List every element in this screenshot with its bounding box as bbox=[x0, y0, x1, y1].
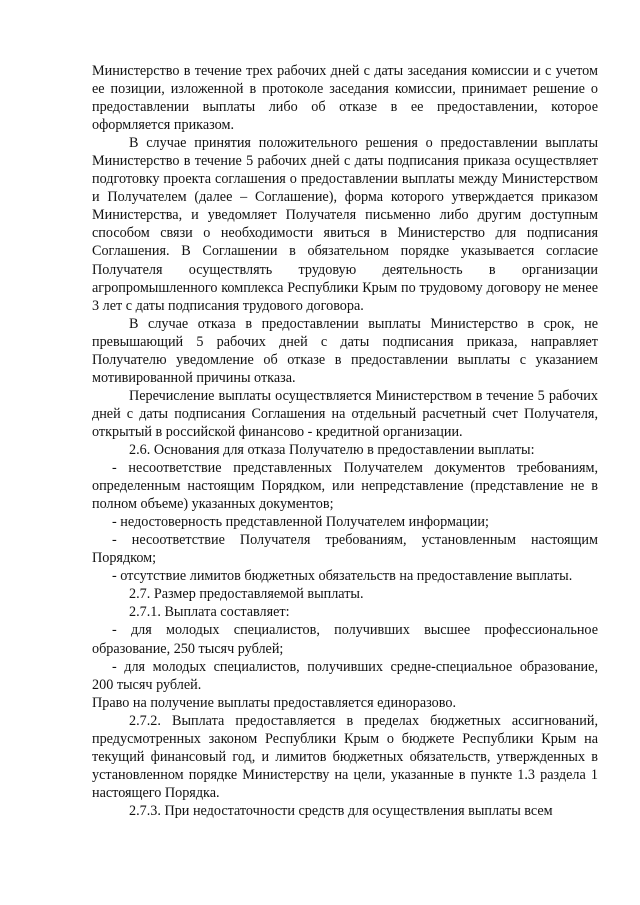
section-2-7-1-heading: 2.7.1. Выплата составляет: bbox=[129, 604, 290, 621]
document-body bbox=[92, 62, 598, 820]
paragraph-decision: Министерство в течение трех рабочих дней с даты заседания комиссии и с учетом ее позиции, изложенной в протоколе заседания комиссии, принимает решение о предоставлении выплаты либо об отказе в ее предоставлении, которое оформляется приказом. bbox=[92, 63, 598, 134]
section-2-6-heading: 2.6. Основания для отказа Получателю в предоставлении выплаты: bbox=[129, 441, 535, 458]
list-item: - недостоверность представленной Получателем информации; bbox=[112, 514, 489, 531]
section-2-7-2: 2.7.2. Выплата предоставляется в пределах бюджетных ассигнований, предусмотренных законом Республики Крым о бюджете Республики Крым на текущий финансовый год, и лимитов бюджетных обязательств, утвержденных в установленном порядке Министерству на цели, указанные в пункте 1.3 раздела 1 настоящего Порядка. bbox=[92, 712, 598, 801]
list-item: - несоответствие Получателя требованиям, установленным настоящим Порядком; bbox=[92, 532, 598, 567]
paragraph-transfer: Перечисление выплаты осуществляется Министерством в течение 5 рабочих дней с даты подписания Соглашения на отдельный расчетный счет Получателя, открытый в российской финансово - кредитной организации. bbox=[92, 387, 598, 440]
paragraph-refusal-notice: В случае отказа в предоставлении выплаты Министерство в срок, не превышающий 5 рабочих дней с даты подписания приказа, направляет Получателю уведомление об отказе в предоставлении выплаты с указанием мотивированной причины отказа. bbox=[92, 315, 598, 386]
section-2-7-heading: 2.7. Размер предоставляемой выплаты. bbox=[129, 586, 364, 603]
list-item: - для молодых специалистов, получивших высшее профессиональное образование, 250 тысяч рублей; bbox=[92, 622, 598, 657]
list-item: - для молодых специалистов, получивших средне-специальное образование, 200 тысяч рублей. bbox=[92, 658, 598, 693]
list-item: - несоответствие представленных Получателем документов требованиям, определенным настоящим Порядком, или непредставление (представление не в полном объеме) указанных документов; bbox=[92, 460, 598, 513]
paragraph-positive-decision: В случае принятия положительного решения о предоставлении выплаты Министерство в течение 5 рабочих дней с даты подписания приказа осуществляет подготовку проекта соглашения о предоставлении выплаты между Министерством и Получателем (далее – Соглашение), форма которого утверждается приказом Министерства, и уведомляет Получателя письменно либо другим доступным способом связи о необходимости явиться в Министерство для подписания Соглашения. В Соглашении в обязательном порядке указывается согласие Получателя осуществлять трудовую деятельность в организации агропромышленного комплекса Республики Крым по трудовому договору не менее 3 лет с даты подписания трудового договора. bbox=[92, 135, 598, 314]
section-2-7-3: 2.7.3. При недостаточности средств для осуществления выплаты всем bbox=[129, 802, 553, 819]
list-item: - отсутствие лимитов бюджетных обязательств на предоставление выплаты. bbox=[112, 568, 573, 585]
paragraph-one-time: Право на получение выплаты предоставляется единоразово. bbox=[92, 694, 457, 711]
